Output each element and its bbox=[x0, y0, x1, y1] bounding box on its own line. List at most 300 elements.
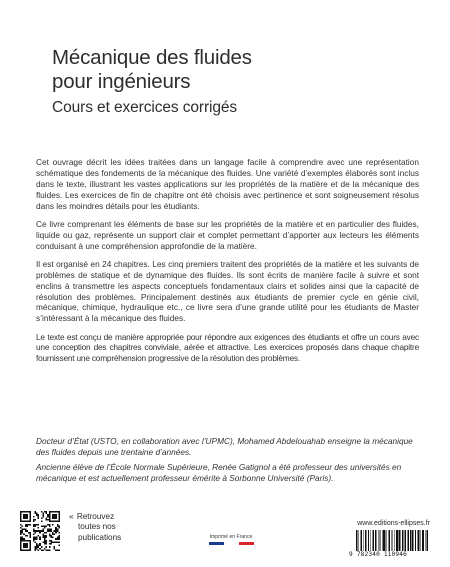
qr-module bbox=[30, 516, 32, 518]
qr-module bbox=[25, 517, 27, 519]
qr-module bbox=[49, 549, 51, 551]
qr-module bbox=[52, 516, 54, 518]
qr-module bbox=[39, 548, 41, 550]
qr-module bbox=[52, 514, 54, 516]
qr-module bbox=[25, 521, 27, 523]
barcode-bar bbox=[408, 530, 409, 551]
qr-module bbox=[26, 524, 28, 526]
qr-module bbox=[23, 546, 25, 548]
qr-module bbox=[49, 533, 51, 535]
qr-module bbox=[54, 530, 56, 532]
barcode-bar bbox=[380, 530, 381, 551]
qr-module bbox=[50, 541, 52, 543]
qr-module bbox=[36, 513, 38, 515]
qr-module bbox=[33, 516, 35, 518]
qr-module bbox=[54, 541, 56, 543]
title-line-1: Mécanique des fluides bbox=[52, 46, 252, 69]
qr-module bbox=[25, 514, 27, 516]
qr-module bbox=[25, 546, 27, 548]
qr-module bbox=[26, 546, 28, 548]
retrouvez-line-2: toutes nos bbox=[78, 522, 116, 532]
qr-module bbox=[49, 519, 51, 521]
qr-module bbox=[49, 521, 51, 523]
qr-module bbox=[30, 549, 32, 551]
qr-module bbox=[34, 541, 36, 543]
qr-module bbox=[33, 540, 35, 542]
barcode-bar bbox=[397, 530, 398, 551]
barcode-bar bbox=[423, 530, 424, 551]
barcode-bar bbox=[396, 530, 397, 551]
qr-module bbox=[55, 549, 57, 551]
qr-module bbox=[47, 549, 49, 551]
barcode-bar bbox=[358, 530, 359, 551]
qr-module bbox=[58, 525, 60, 527]
qr-module bbox=[36, 524, 38, 526]
qr-module bbox=[42, 549, 44, 551]
qr-module bbox=[41, 525, 43, 527]
qr-module bbox=[30, 514, 32, 516]
book-title bbox=[52, 46, 412, 94]
qr-module bbox=[30, 540, 32, 542]
qr-module bbox=[20, 538, 22, 540]
qr-module bbox=[55, 517, 57, 519]
qr-module bbox=[28, 540, 30, 542]
qr-module bbox=[34, 524, 36, 526]
qr-module bbox=[30, 543, 32, 545]
barcode-bar bbox=[373, 530, 374, 551]
qr-module bbox=[52, 541, 54, 543]
qr-module bbox=[57, 537, 59, 539]
barcode-bar bbox=[412, 530, 413, 551]
barcode-bar bbox=[384, 530, 385, 551]
barcode-icon bbox=[356, 530, 428, 551]
qr-module bbox=[57, 549, 59, 551]
qr-module bbox=[41, 549, 43, 551]
qr-module bbox=[54, 546, 56, 548]
barcode-bar bbox=[415, 530, 416, 551]
qr-module bbox=[25, 524, 27, 526]
barcode-bar bbox=[399, 530, 400, 551]
cover-footer bbox=[0, 508, 450, 567]
qr-code-icon[interactable] bbox=[20, 511, 60, 551]
qr-module bbox=[23, 540, 25, 542]
qr-module bbox=[55, 511, 57, 513]
qr-module bbox=[55, 532, 57, 534]
retrouvez-line-1: Retrouvez bbox=[76, 512, 115, 521]
qr-module bbox=[26, 517, 28, 519]
qr-module bbox=[28, 532, 30, 534]
qr-module bbox=[58, 532, 60, 534]
qr-module bbox=[42, 529, 44, 531]
description bbox=[36, 157, 419, 372]
qr-module bbox=[22, 537, 24, 539]
qr-module bbox=[44, 535, 46, 537]
qr-module bbox=[58, 514, 60, 516]
qr-module bbox=[33, 537, 35, 539]
qr-module bbox=[42, 537, 44, 539]
qr-module bbox=[26, 535, 28, 537]
qr-module bbox=[46, 519, 48, 521]
qr-module bbox=[47, 529, 49, 531]
description-paragraph-2: Ce livre comprenant les éléments de base sur les propriétés de la matière et en particulier des fluides, liquide ou gaz, représente un support clair et complet permettant d’apporter aux lecteurs les éléments conduisant à une compréhension approfondie de la matière. bbox=[36, 218, 419, 251]
qr-module bbox=[55, 529, 57, 531]
qr-module bbox=[42, 533, 44, 535]
qr-module bbox=[42, 514, 44, 516]
qr-module bbox=[20, 511, 22, 513]
qr-module bbox=[30, 535, 32, 537]
qr-module bbox=[30, 533, 32, 535]
qr-module bbox=[34, 532, 36, 534]
qr-module bbox=[57, 529, 59, 531]
qr-module bbox=[36, 545, 38, 547]
qr-module bbox=[20, 533, 22, 535]
qr-module bbox=[42, 535, 44, 537]
qr-module bbox=[23, 545, 25, 547]
qr-module bbox=[55, 541, 57, 543]
publications-link[interactable] bbox=[69, 512, 131, 543]
qr-module bbox=[57, 541, 59, 543]
qr-module bbox=[58, 527, 60, 529]
barcode-bar bbox=[392, 530, 393, 551]
qr-module bbox=[34, 530, 36, 532]
qr-module bbox=[26, 543, 28, 545]
qr-module bbox=[25, 511, 27, 513]
qr-module bbox=[50, 537, 52, 539]
qr-module bbox=[23, 514, 25, 516]
qr-module bbox=[49, 517, 51, 519]
qr-module bbox=[34, 546, 36, 548]
qr-module bbox=[23, 549, 25, 551]
book-header bbox=[52, 46, 412, 118]
qr-module bbox=[36, 537, 38, 539]
qr-module bbox=[28, 549, 30, 551]
qr-module bbox=[20, 530, 22, 532]
qr-module bbox=[25, 525, 27, 527]
qr-module bbox=[26, 549, 28, 551]
qr-module bbox=[39, 530, 41, 532]
qr-module bbox=[33, 525, 35, 527]
barcode-bar bbox=[417, 530, 418, 551]
qr-module bbox=[30, 541, 32, 543]
qr-module bbox=[38, 524, 40, 526]
qr-module bbox=[20, 549, 22, 551]
qr-module bbox=[22, 530, 24, 532]
barcode-bar bbox=[413, 530, 414, 551]
qr-module bbox=[44, 541, 46, 543]
barcode-bar bbox=[427, 530, 428, 551]
qr-module bbox=[25, 530, 27, 532]
qr-module bbox=[50, 530, 52, 532]
printed-in-france bbox=[201, 534, 261, 545]
barcode-bar bbox=[389, 530, 390, 551]
qr-module bbox=[22, 549, 24, 551]
qr-module bbox=[58, 517, 60, 519]
barcode-bar bbox=[398, 530, 399, 551]
qr-module bbox=[30, 524, 32, 526]
qr-module bbox=[34, 519, 36, 521]
qr-module bbox=[20, 519, 22, 521]
qr-module bbox=[30, 521, 32, 523]
qr-module bbox=[26, 516, 28, 518]
qr-module bbox=[26, 521, 28, 523]
qr-module bbox=[23, 516, 25, 518]
barcode-bar bbox=[426, 530, 427, 551]
qr-module bbox=[39, 543, 41, 545]
description-paragraph-3: Il est organisé en 24 chapitres. Les cinq premiers traitent des propriétés de la matière et les suivants de problèmes de statique et de dynamique des fluides. Ils sont écrits de manière facile à suivre et sont enclins à transmettre les aspects conceptuels fondamentaux clairs et solides ainsi que la capacité de résolution des problèmes. Principalement destinés aux étudiants de premier cycle en génie civil, mécanique, chimique, hydraulique etc., ce livre sera d’une grande utilité pour les étudiants de Master s’intéressant à la mécanique des fluides. bbox=[36, 258, 419, 324]
qr-module bbox=[52, 537, 54, 539]
qr-module bbox=[34, 538, 36, 540]
qr-module bbox=[49, 535, 51, 537]
qr-module bbox=[33, 530, 35, 532]
qr-module bbox=[58, 537, 60, 539]
qr-module bbox=[23, 529, 25, 531]
qr-module bbox=[58, 511, 60, 513]
retrouvez-line-3: publications bbox=[78, 532, 122, 542]
barcode-bar bbox=[389, 530, 390, 551]
qr-module bbox=[58, 535, 60, 537]
qr-module bbox=[26, 545, 28, 547]
barcode-bar bbox=[383, 530, 384, 551]
qr-module bbox=[25, 543, 27, 545]
qr-module bbox=[30, 548, 32, 550]
qr-module bbox=[58, 521, 60, 523]
barcode-bar bbox=[375, 530, 376, 551]
qr-module bbox=[34, 548, 36, 550]
qr-module bbox=[41, 517, 43, 519]
qr-module bbox=[23, 533, 25, 535]
qr-module bbox=[23, 517, 25, 519]
barcode-bar bbox=[356, 530, 357, 551]
qr-module bbox=[47, 524, 49, 526]
qr-module bbox=[34, 525, 36, 527]
book-subtitle: Cours et exercices corrigés bbox=[52, 99, 238, 116]
qr-module bbox=[20, 524, 22, 526]
qr-module bbox=[58, 545, 60, 547]
qr-module bbox=[38, 527, 40, 529]
publisher-website[interactable]: www.editions-ellipses.fr bbox=[357, 520, 430, 527]
qr-module bbox=[25, 529, 27, 531]
barcode-bar bbox=[408, 530, 409, 551]
qr-module bbox=[20, 545, 22, 547]
qr-module bbox=[22, 538, 24, 540]
barcode-bar bbox=[368, 530, 369, 551]
qr-module bbox=[49, 546, 51, 548]
qr-module bbox=[49, 524, 51, 526]
qr-module bbox=[44, 538, 46, 540]
qr-module bbox=[50, 543, 52, 545]
flag-stripe-blue bbox=[209, 542, 224, 545]
flag-stripe-white bbox=[224, 542, 239, 545]
qr-module bbox=[50, 511, 52, 513]
qr-module bbox=[52, 511, 54, 513]
qr-module bbox=[22, 511, 24, 513]
qr-module bbox=[50, 521, 52, 523]
qr-module bbox=[26, 514, 28, 516]
qr-module bbox=[55, 521, 57, 523]
qr-module bbox=[57, 538, 59, 540]
qr-module bbox=[49, 540, 51, 542]
barcode-bar bbox=[405, 530, 406, 551]
qr-module bbox=[38, 530, 40, 532]
qr-module bbox=[47, 516, 49, 518]
barcode-bar bbox=[383, 530, 384, 551]
qr-module bbox=[20, 516, 22, 518]
qr-module bbox=[36, 546, 38, 548]
qr-module bbox=[30, 532, 32, 534]
qr-module bbox=[49, 511, 51, 513]
qr-module bbox=[39, 538, 41, 540]
qr-module bbox=[30, 519, 32, 521]
qr-module bbox=[58, 519, 60, 521]
qr-module bbox=[46, 511, 48, 513]
qr-module bbox=[46, 546, 48, 548]
qr-module bbox=[22, 521, 24, 523]
barcode-bar bbox=[376, 530, 377, 551]
qr-module bbox=[34, 537, 36, 539]
qr-module bbox=[26, 525, 28, 527]
author-bio-1: Docteur d’État (USTO, en collaboration avec l’UPMC), Mohamed Abdelouahab enseigne la mécanique des fluides depuis une trentaine d’années. bbox=[36, 436, 413, 457]
qr-module bbox=[46, 549, 48, 551]
qr-module bbox=[25, 535, 27, 537]
barcode-bar bbox=[394, 530, 395, 551]
qr-module bbox=[23, 538, 25, 540]
barcode-bar bbox=[363, 530, 364, 551]
qr-module bbox=[41, 511, 43, 513]
qr-module bbox=[28, 521, 30, 523]
qr-module bbox=[49, 543, 51, 545]
barcode-bar bbox=[370, 530, 371, 551]
barcode-bar bbox=[361, 530, 362, 551]
qr-module bbox=[49, 513, 51, 515]
qr-module bbox=[44, 532, 46, 534]
double-chevron-left-icon: « bbox=[69, 512, 74, 521]
qr-module bbox=[33, 524, 35, 526]
qr-module bbox=[54, 521, 56, 523]
qr-module bbox=[30, 546, 32, 548]
barcode-bar bbox=[419, 530, 420, 551]
qr-module bbox=[41, 546, 43, 548]
qr-module bbox=[44, 537, 46, 539]
qr-module bbox=[44, 525, 46, 527]
qr-module bbox=[49, 530, 51, 532]
qr-module bbox=[25, 549, 27, 551]
barcode-bar bbox=[373, 530, 374, 551]
qr-module bbox=[55, 516, 57, 518]
qr-module bbox=[44, 548, 46, 550]
qr-module bbox=[20, 514, 22, 516]
qr-module bbox=[36, 538, 38, 540]
qr-module bbox=[46, 513, 48, 515]
qr-module bbox=[23, 521, 25, 523]
qr-module bbox=[54, 548, 56, 550]
qr-module bbox=[57, 525, 59, 527]
qr-module bbox=[20, 548, 22, 550]
qr-module bbox=[52, 521, 54, 523]
qr-module bbox=[33, 519, 35, 521]
barcode-bar bbox=[422, 530, 423, 551]
french-flag-icon bbox=[209, 542, 254, 545]
qr-module bbox=[46, 537, 48, 539]
qr-module bbox=[28, 524, 30, 526]
barcode-bar bbox=[423, 530, 424, 551]
qr-module bbox=[57, 521, 59, 523]
qr-module bbox=[57, 511, 59, 513]
qr-module bbox=[36, 514, 38, 516]
qr-module bbox=[49, 514, 51, 516]
author-bio-2: Ancienne élève de l’École Normale Supérieure, Renée Gatignol a été professeur des universités en mécanique et est actuellement professeur émérite à Sorbonne Université (Paris). bbox=[36, 462, 402, 484]
qr-module bbox=[36, 530, 38, 532]
qr-module bbox=[55, 538, 57, 540]
barcode-bar bbox=[405, 530, 406, 551]
qr-module bbox=[20, 537, 22, 539]
qr-module bbox=[20, 517, 22, 519]
barcode-bar bbox=[420, 530, 421, 551]
qr-module bbox=[49, 516, 51, 518]
qr-module bbox=[26, 530, 28, 532]
barcode-bar bbox=[361, 530, 362, 551]
qr-module bbox=[46, 535, 48, 537]
qr-module bbox=[50, 535, 52, 537]
qr-module bbox=[44, 511, 46, 513]
barcode-bar bbox=[418, 530, 419, 551]
qr-module bbox=[39, 537, 41, 539]
qr-module bbox=[52, 524, 54, 526]
qr-module bbox=[30, 513, 32, 515]
barcode-bar bbox=[411, 530, 412, 551]
qr-module bbox=[36, 548, 38, 550]
qr-module bbox=[41, 530, 43, 532]
qr-module bbox=[30, 511, 32, 513]
qr-module bbox=[38, 545, 40, 547]
qr-module bbox=[22, 540, 24, 542]
qr-module bbox=[34, 513, 36, 515]
qr-module bbox=[41, 521, 43, 523]
qr-module bbox=[46, 525, 48, 527]
printed-label: Imprimé en France bbox=[209, 534, 253, 540]
title-line-2: pour ingénieurs bbox=[52, 70, 191, 93]
qr-module bbox=[58, 513, 60, 515]
qr-module bbox=[20, 532, 22, 534]
qr-module bbox=[42, 516, 44, 518]
qr-module bbox=[52, 533, 54, 535]
qr-module bbox=[54, 511, 56, 513]
description-paragraph-4: Le texte est conçu de manière appropriée pour répondre aux exigences des étudiants et offre un cours avec une conception des chapitres conviviale, aérée et attractive. Les exercices proposés dans chaque chapitre fournissent une compréhension progressive de la résolution des problèmes. bbox=[36, 331, 419, 364]
qr-module bbox=[38, 514, 40, 516]
qr-module bbox=[55, 530, 57, 532]
qr-module bbox=[34, 511, 36, 513]
barcode-bar bbox=[365, 530, 366, 551]
qr-module bbox=[22, 532, 24, 534]
qr-module bbox=[20, 521, 22, 523]
qr-module bbox=[34, 549, 36, 551]
qr-module bbox=[47, 519, 49, 521]
qr-module bbox=[58, 538, 60, 540]
qr-module bbox=[44, 543, 46, 545]
qr-module bbox=[20, 546, 22, 548]
barcode-bar bbox=[366, 530, 367, 551]
qr-module bbox=[46, 543, 48, 545]
barcode-bar bbox=[403, 530, 404, 551]
isbn-number: 9 782340 110946 bbox=[349, 551, 408, 558]
qr-module bbox=[50, 529, 52, 531]
qr-module bbox=[28, 511, 30, 513]
qr-module bbox=[46, 541, 48, 543]
description-paragraph-1: Cet ouvrage décrit les idées traitées dans un langage facile à comprendre avec une représentation schématique des fondements de la mécanique des fluides. Une variété d’exemples élaborés sont inclus dans le texte, illustrant les vastes applications sur les propriétés de la matière et de la mécanique des fluides. Les exercices de fin de chapitre ont été choisis avec pertinence et sont soigneusement résolus dans les moindres détails pour les étudiants. bbox=[36, 157, 419, 211]
qr-module bbox=[33, 538, 35, 540]
qr-module bbox=[49, 525, 51, 527]
barcode-bar bbox=[379, 530, 380, 551]
qr-module bbox=[38, 517, 40, 519]
